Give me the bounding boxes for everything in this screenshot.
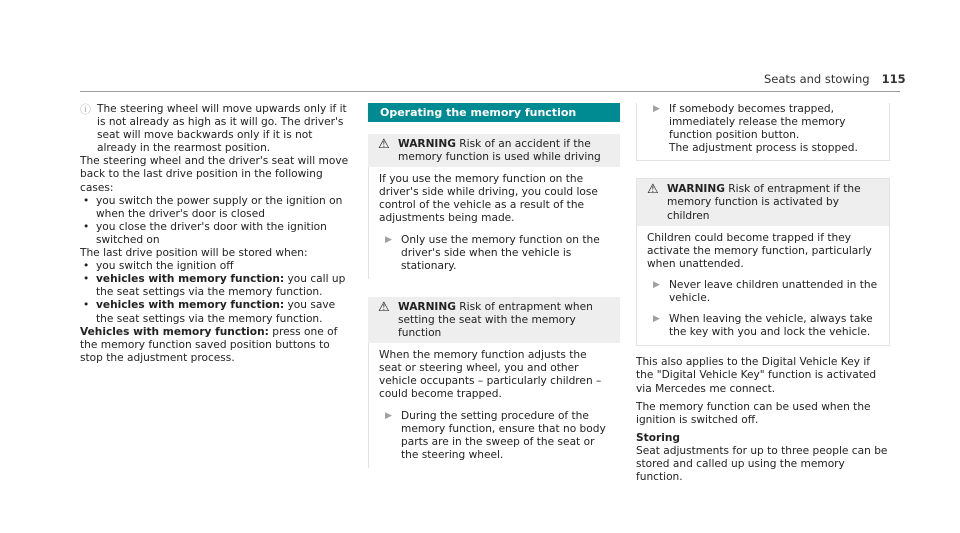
bold-lead: Vehicles with memory function: bbox=[80, 325, 269, 338]
warning-label: WARNING bbox=[667, 183, 725, 196]
step-text: If somebody becomes trapped, immediately release the memory function position button. bbox=[669, 103, 846, 142]
step-result: The adjustment process is stopped. bbox=[669, 142, 858, 155]
paragraph: The steering wheel and the driver's seat will move back to the last drive position in the following cases: bbox=[80, 155, 349, 194]
list-item bbox=[80, 273, 350, 299]
warning-body-text: Children could become trapped if they activate the memory function, particularly when unattended. bbox=[647, 231, 872, 270]
list-item: • you close the driver's door with the ignition switched on bbox=[80, 221, 350, 247]
step bbox=[653, 279, 879, 305]
info-icon: ⓘ bbox=[80, 103, 91, 116]
subheading: Storing bbox=[636, 431, 680, 444]
list-item bbox=[80, 299, 350, 325]
step-text: When leaving the vehicle, always take the key with you and lock the vehicle. bbox=[669, 313, 873, 339]
warning-body-text: If you use the memory function on the driver's side while driving, you could lose control of the vehicle as a result of the adjustments being made. bbox=[379, 173, 598, 225]
paragraph bbox=[80, 326, 350, 365]
warning-icon: ⚠ bbox=[378, 299, 390, 315]
warning-box bbox=[368, 297, 620, 468]
list-item-text: you call up the seat settings via the memory function. bbox=[96, 273, 346, 299]
warning-icon: ⚠ bbox=[647, 182, 659, 198]
warning-title bbox=[637, 179, 889, 225]
column-middle bbox=[368, 103, 620, 468]
list-item-text: you switch the ignition off bbox=[96, 260, 234, 273]
case-list bbox=[80, 195, 350, 247]
warning-heading bbox=[667, 183, 879, 222]
arrow-icon: ▶ bbox=[385, 410, 392, 421]
warning-body bbox=[637, 226, 889, 346]
list-item-bold: vehicles with memory function: bbox=[96, 299, 285, 312]
warning-box bbox=[368, 134, 620, 279]
running-header bbox=[764, 72, 906, 86]
warning-heading bbox=[398, 138, 610, 164]
arrow-icon: ▶ bbox=[385, 234, 392, 245]
warning-continuation bbox=[636, 103, 890, 161]
warning-heading bbox=[398, 301, 610, 340]
warning-icon: ⚠ bbox=[378, 137, 390, 152]
list-item-text: you save the seat settings via the memory function. bbox=[96, 299, 336, 325]
warning-body-text: When the memory function adjusts the seat or steering wheel, you and other vehicle occupants – particularly children – could become trapped. bbox=[379, 349, 602, 401]
stored-list bbox=[80, 260, 350, 325]
list-item: • you switch the power supply or the ignition on when the driver's door is closed bbox=[80, 195, 350, 221]
column-left bbox=[80, 103, 350, 365]
list-item-bold: vehicles with memory function: bbox=[96, 273, 285, 286]
column-right bbox=[636, 103, 890, 484]
warning-title-text: Risk of entrapment when setting the seat with the memory function bbox=[398, 300, 593, 340]
warning-title bbox=[368, 297, 620, 343]
warning-title bbox=[368, 134, 620, 167]
note bbox=[80, 103, 350, 155]
warning-body bbox=[368, 343, 620, 468]
paragraph: The last drive position will be stored when: bbox=[80, 247, 308, 260]
warning-label: WARNING bbox=[398, 300, 456, 313]
arrow-icon: ▶ bbox=[653, 279, 660, 290]
step-content bbox=[669, 103, 879, 155]
section-title: Operating the memory function bbox=[368, 103, 620, 122]
paragraph: Seat adjustments for up to three people can be stored and called up using the memory function. bbox=[636, 444, 888, 484]
step-text: Never leave children unattended in the vehicle. bbox=[669, 278, 878, 305]
header-rule bbox=[80, 91, 900, 92]
paragraph-text: press one of the memory function saved position buttons to stop the adjustment process. bbox=[80, 325, 338, 364]
warning-box bbox=[636, 178, 890, 346]
warning-title-text: Risk of an accident if the memory function is used while driving bbox=[398, 138, 601, 164]
note-text: The steering wheel will move upwards only if it is not already as high as it will go. The driver's seat will move backwards only if it is not already in the rearmost position. bbox=[97, 103, 347, 155]
arrow-icon: ▶ bbox=[653, 314, 660, 325]
step bbox=[653, 313, 879, 339]
warning-label: WARNING bbox=[398, 138, 456, 150]
step-text: Only use the memory function on the driver's side when the vehicle is stationary. bbox=[401, 233, 600, 272]
page-number: 115 bbox=[881, 72, 906, 86]
paragraph: The memory function can be used when the ignition is switched off. bbox=[636, 400, 871, 426]
paragraph: This also applies to the Digital Vehicle Key if the "Digital Vehicle Key" function is activated via Mercedes me connect. bbox=[636, 356, 877, 395]
arrow-icon: ▶ bbox=[653, 104, 660, 114]
step bbox=[385, 234, 610, 273]
storing-heading bbox=[636, 432, 890, 445]
warning-title-text: Risk of entrapment if the memory function is activated by children bbox=[667, 183, 861, 222]
section-name: Seats and stowing bbox=[764, 72, 870, 86]
warning-body bbox=[368, 167, 620, 279]
step bbox=[385, 410, 610, 462]
step bbox=[653, 103, 879, 155]
list-item bbox=[80, 260, 350, 273]
step-text: During the setting procedure of the memory function, ensure that no body parts are in the sweep of the seat or the steering wheel. bbox=[401, 409, 606, 461]
